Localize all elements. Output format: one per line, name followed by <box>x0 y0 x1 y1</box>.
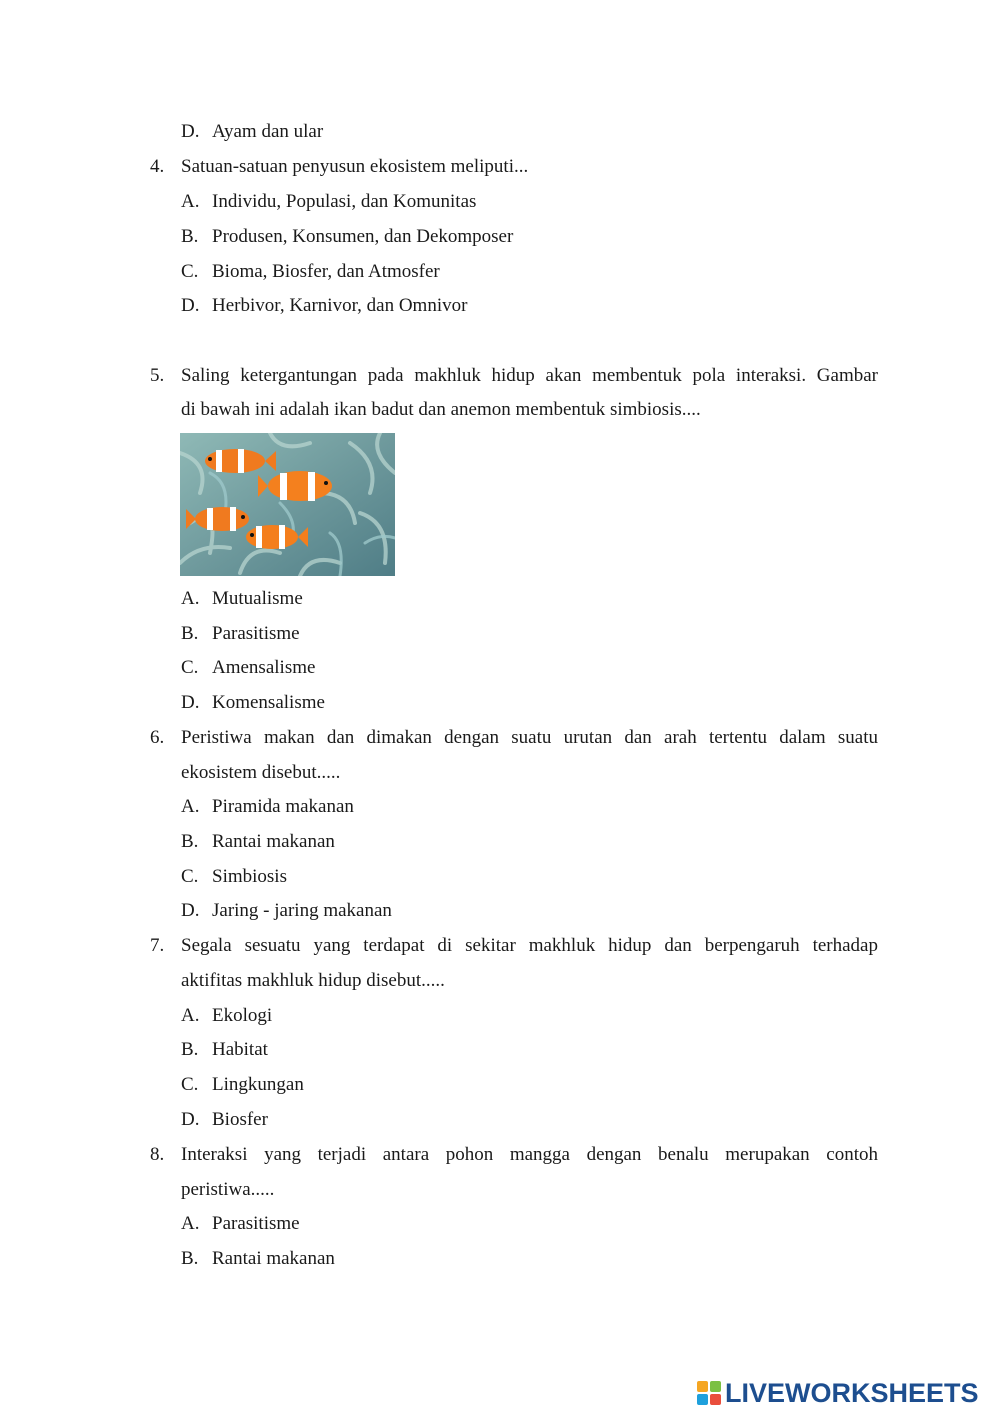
question-text: peristiwa..... <box>181 1179 275 1200</box>
option-text[interactable]: Herbivor, Karnivor, dan Omnivor <box>212 295 468 316</box>
option-letter: C. <box>181 866 199 887</box>
option-letter: B. <box>181 1248 199 1269</box>
option-text[interactable]: Rantai makanan <box>212 831 335 852</box>
clownfish-anemone-photo <box>180 433 395 576</box>
logo-text: LIVEWORKSHEETS <box>725 1377 979 1408</box>
option-letter: A. <box>181 1005 200 1026</box>
option-letter: A. <box>181 588 200 609</box>
option-letter: A. <box>181 191 200 212</box>
option-text[interactable]: Ekologi <box>212 1005 273 1026</box>
question-text: ekosistem disebut..... <box>181 762 341 783</box>
option-text[interactable]: Amensalisme <box>212 657 316 678</box>
question-text: Satuan-satuan penyusun ekosistem meliputi... <box>181 156 529 177</box>
option-letter: D. <box>181 121 200 142</box>
option-letter: D. <box>181 900 200 921</box>
question-number: 5. <box>150 365 165 386</box>
option-text[interactable]: Jaring - jaring makanan <box>212 900 392 921</box>
option-letter: B. <box>181 623 199 644</box>
option-text[interactable]: Rantai makanan <box>212 1248 335 1269</box>
logo-square <box>710 1381 721 1392</box>
option-text[interactable]: Piramida makanan <box>212 796 354 817</box>
question-number: 6. <box>150 727 165 748</box>
question-number: 7. <box>150 935 165 956</box>
logo-square <box>710 1394 721 1405</box>
option-text[interactable]: Parasitisme <box>212 623 300 644</box>
option-text[interactable]: Mutualisme <box>212 588 303 609</box>
option-letter: D. <box>181 1109 200 1130</box>
option-text[interactable]: Lingkungan <box>212 1074 304 1095</box>
option-letter: A. <box>181 1213 200 1234</box>
question-text: Interaksi yang terjadi antara pohon mangga dengan benalu merupakan contoh <box>181 1144 878 1165</box>
option-letter: C. <box>181 657 199 678</box>
question-text: di bawah ini adalah ikan badut dan anemon membentuk simbiosis.... <box>181 399 701 420</box>
option-text[interactable]: Parasitisme <box>212 1213 300 1234</box>
option-text[interactable]: Ayam dan ular <box>212 121 324 142</box>
question-text: aktifitas makhluk hidup disebut..... <box>181 970 445 991</box>
option-text[interactable]: Biosfer <box>212 1109 268 1130</box>
question-text: Peristiwa makan dan dimakan dengan suatu urutan dan arah tertentu dalam suatu <box>181 727 878 748</box>
question-number: 4. <box>150 156 165 177</box>
option-letter: C. <box>181 1074 199 1095</box>
liveworksheets-logo[interactable] <box>697 1378 979 1408</box>
option-letter: B. <box>181 1039 199 1060</box>
option-letter: D. <box>181 692 200 713</box>
option-letter: C. <box>181 261 199 282</box>
liveworksheets-logo-mark-icon <box>697 1381 721 1405</box>
option-text[interactable]: Habitat <box>212 1039 268 1060</box>
question-number: 8. <box>150 1144 165 1165</box>
option-text[interactable]: Individu, Populasi, dan Komunitas <box>212 191 477 212</box>
option-text[interactable]: Simbiosis <box>212 866 287 887</box>
option-letter: B. <box>181 831 199 852</box>
question-text: Segala sesuatu yang terdapat di sekitar makhluk hidup dan berpengaruh terhadap <box>181 935 878 956</box>
logo-square <box>697 1394 708 1405</box>
option-letter: B. <box>181 226 199 247</box>
option-letter: D. <box>181 295 200 316</box>
option-letter: A. <box>181 796 200 817</box>
option-text[interactable]: Produsen, Konsumen, dan Dekomposer <box>212 226 514 247</box>
question-text: Saling ketergantungan pada makhluk hidup akan membentuk pola interaksi. Gambar <box>181 365 878 386</box>
option-text[interactable]: Komensalisme <box>212 692 325 713</box>
logo-square <box>697 1381 708 1392</box>
option-text[interactable]: Bioma, Biosfer, dan Atmosfer <box>212 261 440 282</box>
